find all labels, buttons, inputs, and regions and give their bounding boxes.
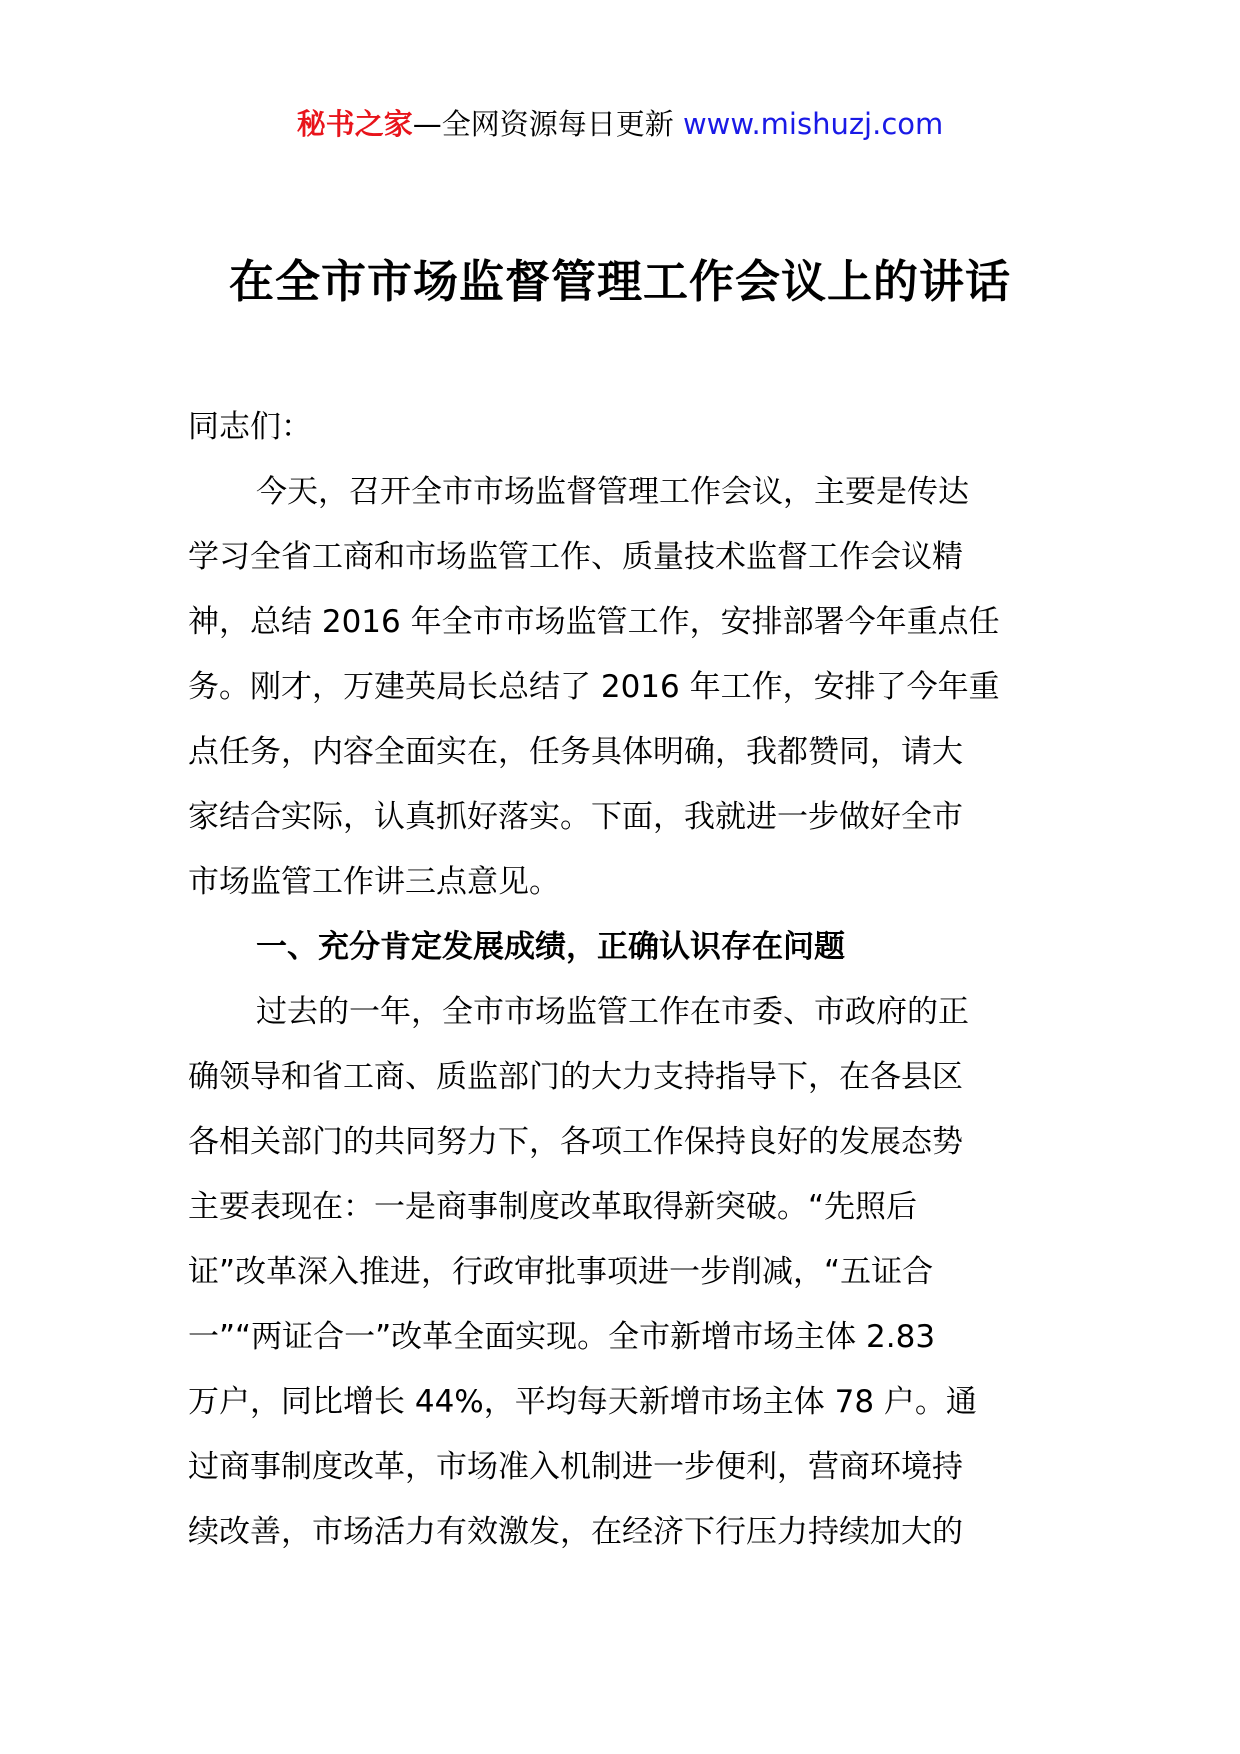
text-line: 确领导和省工商、质监部门的大力支持指导下，在各县区 bbox=[188, 1059, 963, 1095]
document-body bbox=[188, 395, 1054, 1565]
site-header bbox=[0, 104, 1240, 144]
text-line: 一”“两证合一”改革全面实现。全市新增市场主体 2.83 bbox=[188, 1319, 936, 1355]
text-line: 学习全省工商和市场监管工作、质量技术监督工作会议精 bbox=[188, 539, 963, 575]
text-line: 万户，同比增长 44%，平均每天新增市场主体 78 户。通 bbox=[188, 1384, 977, 1420]
site-url-link[interactable]: www.mishuzj.com bbox=[682, 107, 944, 141]
salutation-text: 同志们： bbox=[188, 409, 312, 445]
text-line: 续改善，市场活力有效激发，在经济下行压力持续加大的 bbox=[188, 1514, 963, 1550]
text-line: 证”改革深入推进，行政审批事项进一步削减，“五证合 bbox=[188, 1254, 934, 1290]
site-tagline: —全网资源每日更新 bbox=[412, 107, 683, 141]
paragraph-intro bbox=[188, 460, 1054, 915]
text-line: 过商事制度改革，市场准入机制进一步便利，营商环境持 bbox=[188, 1449, 963, 1485]
section-heading-text: 一、充分肯定发展成绩，正确认识存在问题 bbox=[256, 929, 845, 965]
text-line: 家结合实际，认真抓好落实。下面，我就进一步做好全市 bbox=[188, 799, 963, 835]
site-brand: 秘书之家 bbox=[296, 107, 413, 141]
salutation bbox=[188, 395, 1054, 460]
text-line: 主要表现在：一是商事制度改革取得新突破。“先照后 bbox=[188, 1189, 918, 1225]
document-title: 在全市市场监督管理工作会议上的讲话 bbox=[228, 255, 1011, 308]
text-line: 市场监管工作讲三点意见。 bbox=[188, 864, 560, 900]
text-line: 神，总结 2016 年全市市场监管工作，安排部署今年重点任 bbox=[188, 604, 1000, 640]
text-line: 今天，召开全市市场监督管理工作会议，主要是传达 bbox=[256, 474, 969, 510]
text-line: 过去的一年，全市市场监管工作在市委、市政府的正 bbox=[256, 994, 969, 1030]
text-line: 点任务，内容全面实在，任务具体明确，我都赞同，请大 bbox=[188, 734, 963, 770]
section-heading bbox=[188, 915, 1054, 980]
text-line: 各相关部门的共同努力下，各项工作保持良好的发展态势 bbox=[188, 1124, 963, 1160]
text-line: 务。刚才，万建英局长总结了 2016 年工作，安排了今年重 bbox=[188, 669, 1000, 705]
paragraph-achievements bbox=[188, 980, 1054, 1565]
